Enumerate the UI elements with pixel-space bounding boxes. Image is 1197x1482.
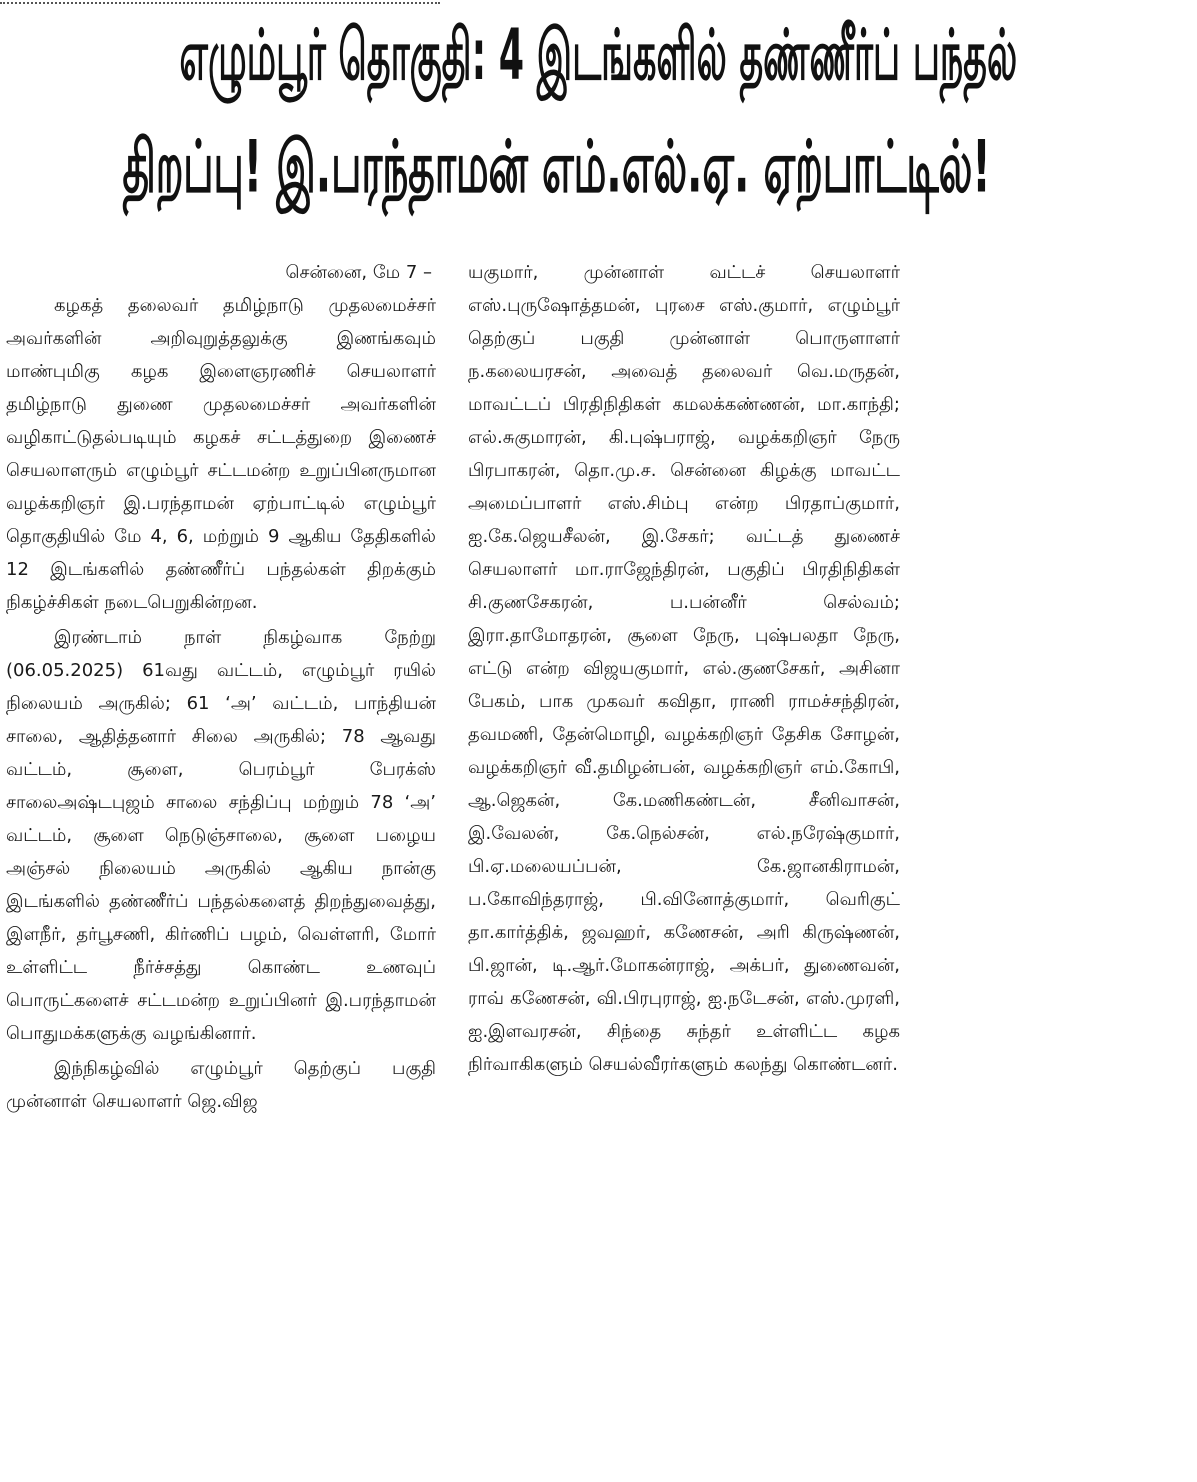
headline-line-1-text: எழும்பூர் தொகுதி: 4 இடங்களில் தண்ணீர்ப் பந்தல் (179, 15, 1018, 97)
dateline: சென்னை, மே 7 – (285, 262, 432, 283)
article-paragraph-2: இரண்டாம் நாள் நிகழ்வாக நேற்று (06.05.2025) 61வது வட்டம், எழும்பூர் ரயில் நிலையம் அருகில்; 61 ‘அ’ வட்டம், பாந்தியன் சாலை, ஆதித்தனார் சிலை அருகில்; 78 ஆவது வட்டம், சூளை, பெரம்பூர் பேரக்ஸ் சாலைஅஷ்டபுஜம் சாலை சந்திப்பு மற்றும் 78 ‘அ’ வட்டம், சூளை நெடுஞ்சாலை, சூளை பழைய அஞ்சல் நிலையம் அருகில் ஆகிய நான்கு இடங்களில் தண்ணீர்ப் பந்தல்களைத் திறந்துவைத்து, இளநீர், தர்பூசணி, கிர்ணிப் பழம், வெள்ளரி, மோர் உள்ளிட்ட நீர்ச்சத்து கொண்ட உணவுப் பொருட்களைச் சட்டமன்ற உறுப்பினர் இ.பரந்தாமன் பொதுமக்களுக்கு வழங்கினார். (6, 627, 436, 1044)
article-column-left (6, 256, 436, 1118)
article-paragraph-3-start: இந்நிகழ்வில் எழும்பூர் தெற்குப் பகுதி முன்னாள் செயலாளர் ஜெ.விஜ (6, 1058, 436, 1112)
headline-line-1 (0, 15, 1018, 110)
article-paragraph-3-continued: யகுமார், முன்னாள் வட்டச் செயலாளர் எஸ்.புருஷோத்தமன், புரசை எஸ்.குமார், எழும்பூர் தெற்குப் பகுதி முன்னாள் பொருளாளர் ந.கலையரசன், அவைத் தலைவர் வெ.மருதன், மாவட்டப் பிரதிநிதிகள் கமலக்கண்ணன், மா.காந்தி; எல்.சுகுமாரன், கி.புஷ்பராஜ், வழக்கறிஞர் நேரு பிரபாகரன், தொ.மு.ச. சென்னை கிழக்கு மாவட்ட அமைப்பாளர் எஸ்.சிம்பு என்ற பிரதாப்குமார், ஐ.கே.ஜெயசீலன், இ.சேகர்; வட்டத் துணைச் செயலாளர் மா.ராஜேந்திரன், பகுதிப் பிரதிநிதிகள் சி.குணசேகரன், ப.பன்னீர் செல்வம்; இரா.தாமோதரன், சூளை நேரு, புஷ்பலதா நேரு, எட்டு என்ற விஜயகுமார், எல்.குணசேகர், அசினா பேகம், பாக முகவர் கவிதா, ராணி ராமச்சந்திரன், தவமணி, தேன்மொழி, வழக்கறிஞர் தேசிக சோழன், வழக்கறிஞர் வீ.தமிழன்பன், வழக்கறிஞர் எம்.கோபி, ஆ.ஜெகன், கே.மணிகண்டன், சீனிவாசன், இ.வேலன், கே.நெல்சன், எல்.நரேஷ்குமார், பி.ஏ.மலையப்பன், கே.ஜானகிராமன், ப.கோவிந்தராஜ், பி.வினோத்குமார், வெரிகுட் தா.கார்த்திக், ஜவஹர், கணேசன், அரி கிருஷ்ணன், பி.ஜான், டி.ஆர்.மோகன்ராஜ், அக்பர், துணைவன், ராவ் கணேசன், வி.பிரபுராஜ், ஐ.நடேசன், எஸ்.முரளி, ஐ.இளவரசன், சிந்தை சுந்தர் உள்ளிட்ட கழக நிர்வாகிகளும் செயல்வீரர்களும் கலந்து கொண்டனர். (468, 262, 900, 1075)
headline-line-2-text: திறப்பு! இ.பரந்தாமன் எம்.எல்.ஏ. ஏற்பாட்டில்! (122, 126, 991, 210)
headline-line-2 (0, 126, 991, 226)
article-paragraph-1: கழகத் தலைவர் தமிழ்நாடு முதலமைச்சர் அவர்களின் அறிவுறுத்தலுக்கு இணங்கவும் மாண்புமிகு கழக இளைஞரணிச் செயலாளர் தமிழ்நாடு துணை முதலமைச்சர் அவர்களின் வழிகாட்டுதல்படியும் கழகச் சட்டத்துறை இணைச் செயலாளரும் எழும்பூர் சட்டமன்ற உறுப்பினருமான வழக்கறிஞர் இ.பரந்தாமன் ஏற்பாட்டில் எழும்பூர் தொகுதியில் மே 4, 6, மற்றும் 9 ஆகிய தேதிகளில் 12 இடங்களில் தண்ணீர்ப் பந்தல்கள் திறக்கும் நிகழ்ச்சிகள் நடைபெறுகின்றன. (6, 295, 436, 613)
top-dotted-rule (0, 2, 440, 4)
article-column-right (468, 256, 900, 1081)
